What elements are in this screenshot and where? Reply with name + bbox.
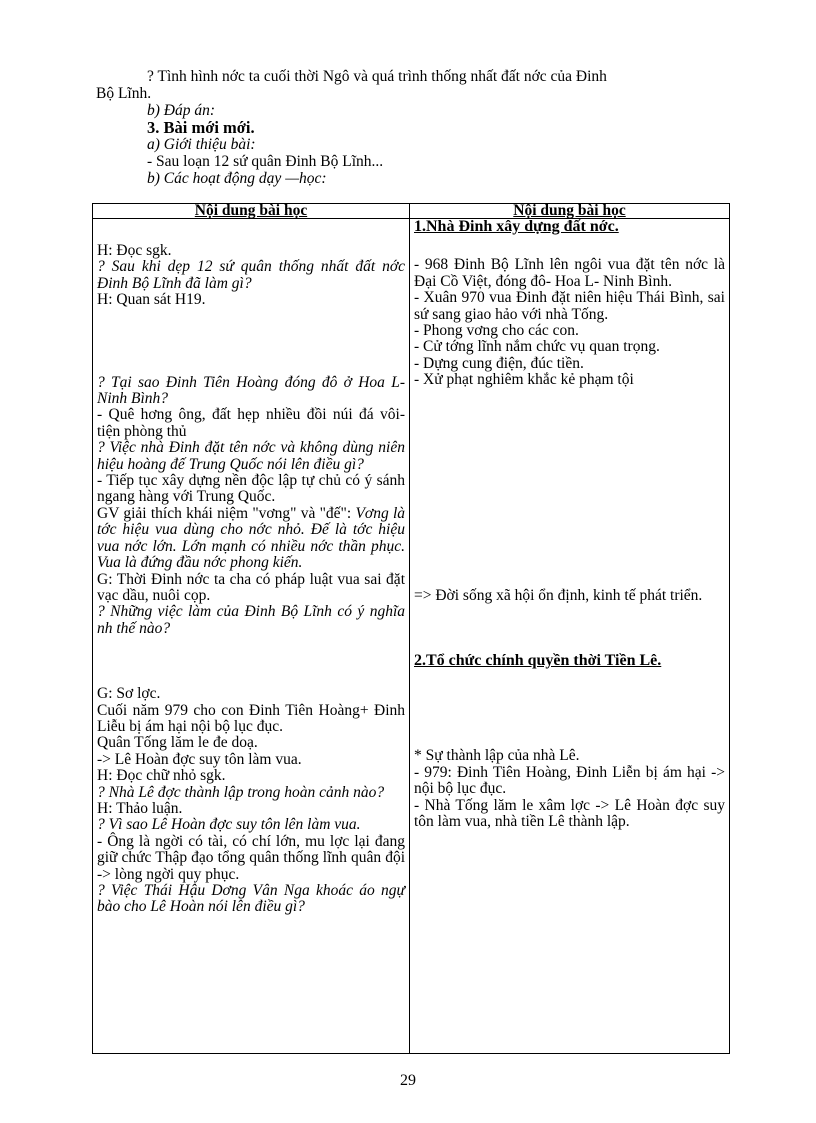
left-item-5: ? Việc nhà Đinh đặt tên nớc và không dùng niên hiệu hoàng đế Trung Quốc nói lên điều gì? [97,439,405,473]
left-item-4: - Quê hơng ông, đất hẹp nhiều đồi núi đá vôi- tiện phòng thủ [97,406,405,440]
left-item-7-italic: Vơng là tớc hiệu vua dùng cho nớc nhỏ. Đế là tớc hiệu vua nớc lớn. Lớn mạnh có nhiều nớc thần phục. Vua là đứng đầu nớc phong kiến. [97,504,406,572]
right-item-1: - 968 Đinh Bộ Lĩnh lên ngôi vua đặt tên nớc là Đại Cồ Việt, đóng đô- Hoa L- Ninh Bình. [414,256,725,290]
answer-label: b) Đáp án: [147,102,216,119]
left-item-18: - Ông là ngời có tài, có chí lớn, mu lợc lại đang giữ chức Thập đạo tổng quân thống lĩnh quân đội -> lòng ngời quy phục. [97,832,405,883]
left-item-19: ? Việc Thái Hậu Dơng Vân Nga khoác áo ngự bào cho Lê Hoàn nói lên điều gì? [97,882,405,916]
table-body-row [93,219,730,1054]
right-item-5: - Dựng cung điện, đúc tiền. [414,354,584,372]
intro-question-line1: ? Tình hình nớc ta cuối thời Ngô và quá trình thống nhất đất nớc của Đinh [147,68,607,85]
right-item-6: - Xử phạt nghiêm khắc kẻ phạm tội [414,371,634,389]
left-item-14: H: Đọc chữ nhỏ sgk. [97,767,226,785]
left-item-7: GV giải thích khái niệm "vơng" và "đế": Vơng là tớc hiệu vua dùng cho nớc nhỏ. Đế là tớc hiệu vua nớc lớn. Lớn mạnh có nhiều nớc thần phục. Vua là đứng đầu nớc phong kiến. [97,504,406,572]
right-item-10: - 979: Đinh Tiên Hoàng, Đinh Liễn bị ám hại -> nội bộ lục đục. [414,763,725,798]
left-item-15: ? Nhà Lê đợc thành lập trong hoàn cảnh nào? [97,783,385,801]
left-item-8: G: Thời Đinh nớc ta cha có pháp luật vua sai đặt vạc dầu, nuôi cọp. [97,570,405,604]
left-spacer [97,219,405,243]
right-item-3: - Phong vơng cho các con. [414,322,579,340]
intro-text: - Sau loạn 12 sứ quân Đinh Bộ Lĩnh... [147,153,384,170]
header-left: Nội dung bài học [93,204,410,219]
left-item-12: Quân Tống lăm le đe doạ. [97,734,258,752]
right-item-11: - Nhà Tống lăm le xâm lợc -> Lê Hoàn đợc suy tôn làm vua, nhà tiền Lê thành lập. [414,796,725,831]
left-item-10: G: Sơ lợc. [97,685,161,703]
left-spacer [97,637,405,686]
right-spacer [414,235,725,257]
page-number: 29 [400,1072,416,1089]
table-header-row [93,204,730,219]
header-right: Nội dung bài học [410,204,730,219]
section-title: 3. Bài mới mới. [147,118,255,137]
left-column [93,219,410,1054]
right-item-2: - Xuân 970 vua Đinh đặt niên hiệu Thái Bình, sai sứ sang giao hảo với nhà Tống. [414,289,725,323]
lesson-table [92,203,730,1054]
right-spacer [414,669,725,748]
lesson-intro [96,68,752,187]
left-item-3: ? Tại sao Đinh Tiên Hoàng đóng đô ở Hoa L- Ninh Bình? [97,373,405,408]
intro-question-line2: Bộ Lĩnh. [96,85,152,102]
left-item-1: ? Sau khi dẹp 12 sứ quân thống nhất đất nớc Đinh Bộ Lĩnh đã làm gì? [97,258,405,292]
activities-label: b) Các hoạt động dạy —học: [147,170,327,187]
left-item-11: Cuối năm 979 cho con Đinh Tiên Hoàng+ Đinh Liễu bị ám hại nội bộ lục đục. [97,701,405,735]
left-item-17: ? Vì sao Lê Hoàn đợc suy tôn lên làm vua. [97,816,361,834]
right-spacer [414,604,725,653]
left-spacer [97,309,405,375]
right-column [410,219,730,1054]
left-item-9: ? Những việc làm của Đinh Bộ Lĩnh có ý nghĩa nh thế nào? [97,603,405,637]
left-item-13: -> Lê Hoàn đợc suy tôn làm vua. [97,750,302,768]
left-item-16: H: Thảo luận. [97,799,183,817]
right-item-7: => Đời sống xã hội ổn định, kinh tế phát triển. [414,586,703,604]
right-item-0: 1.Nhà Đinh xây dựng đất nớc. [414,218,619,235]
left-item-2: H: Quan sát H19. [97,291,206,309]
right-item-4: - Cử tớng lĩnh nắm chức vụ quan trọng. [414,338,660,356]
intro-label: a) Giới thiệu bài: [147,136,256,153]
right-item-9: * Sự thành lập của nhà Lê. [414,747,580,765]
right-spacer [414,389,725,588]
left-item-0: H: Đọc sgk. [97,242,172,259]
right-item-8: 2.Tổ chức chính quyền thời Tiền Lê. [414,652,662,670]
left-item-6: - Tiếp tục xây dựng nền độc lập tự chủ có ý sánh ngang hàng với Trung Quốc. [97,472,405,506]
